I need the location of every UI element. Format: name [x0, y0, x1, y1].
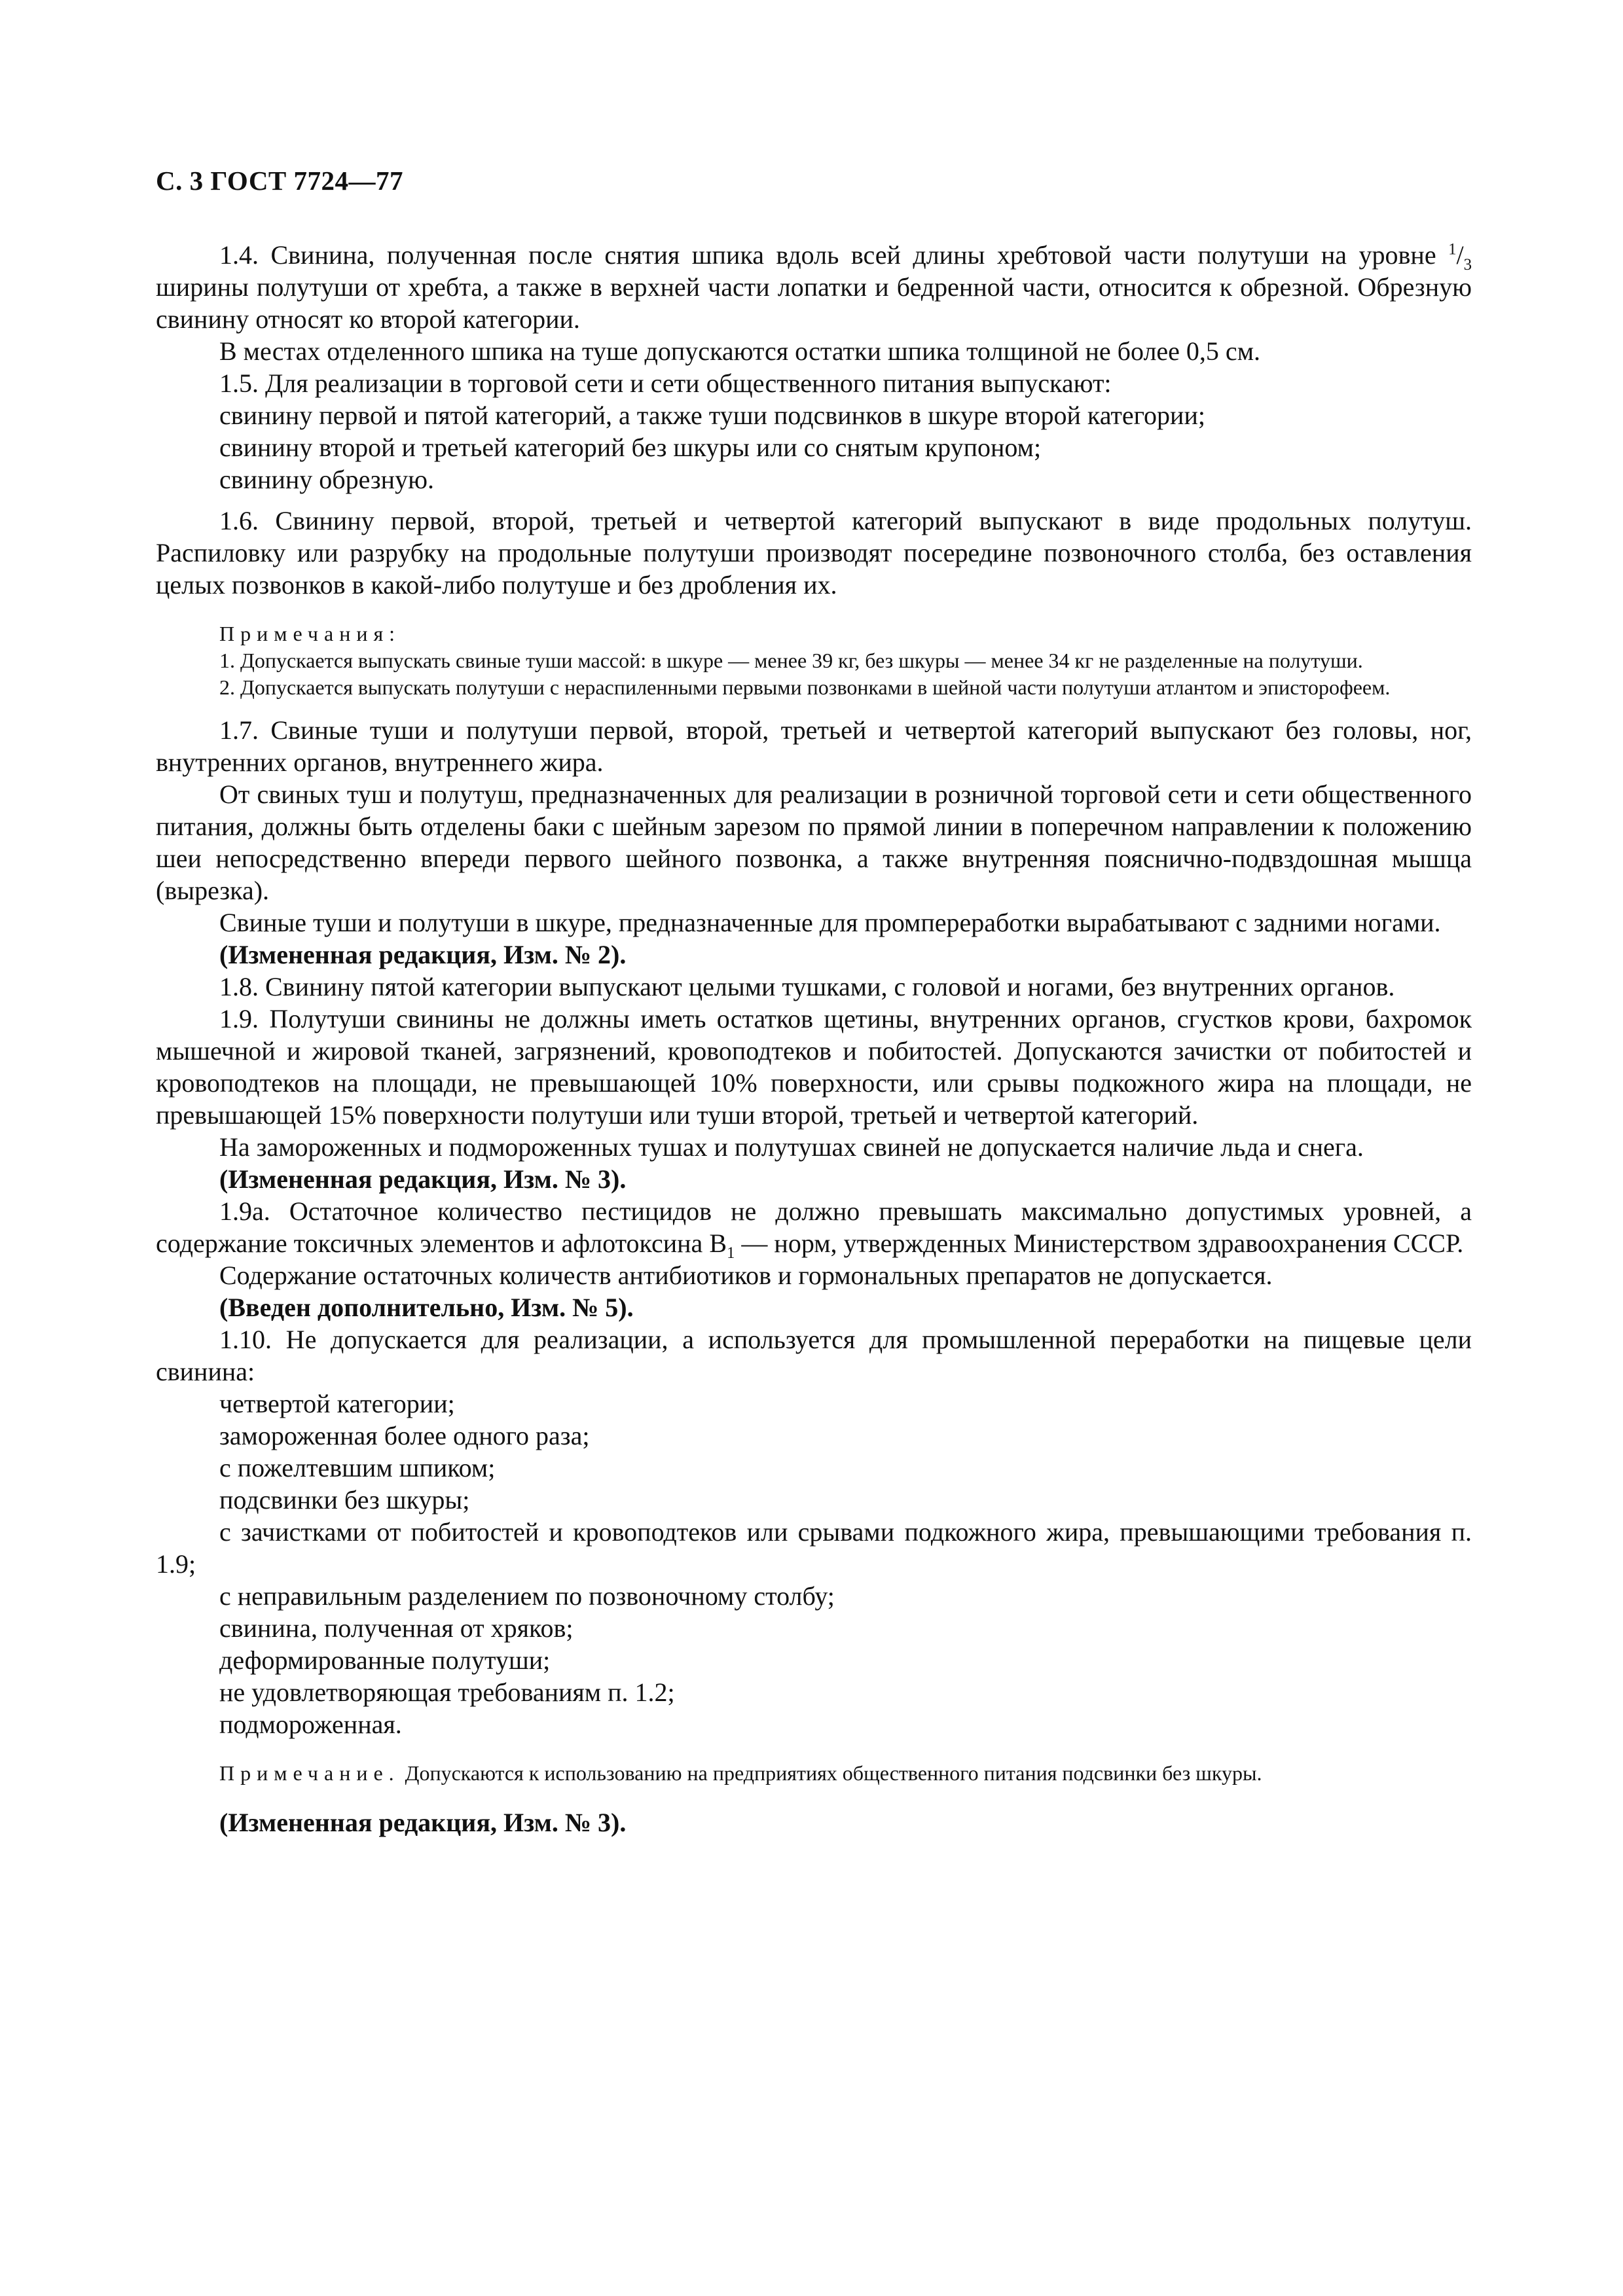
- paragraph-1-4-continued: В местах отделенного шпика на туше допускаются остатки шпика толщиной не более 0,5 см.: [219, 336, 1260, 366]
- amendment-note: (Измененная редакция, Изм. № 3).: [219, 1164, 627, 1194]
- notes-title-text: Примечания:: [219, 622, 401, 645]
- single-note: [156, 1760, 1472, 1787]
- list-item: четвертой категории;: [219, 1389, 455, 1418]
- note-1: 1. Допускается выпускать свиные туши массой: в шкуре — менее 39 кг, без шкуры — менее 34 кг не разделенные на полутуши.: [219, 649, 1363, 672]
- paragraph-1-7-continued-2: Свиные туши и полутуши в шкуре, предназначенные для промпереработки вырабатывают с задними ногами.: [219, 908, 1441, 937]
- single-note-text: Допускаются к использованию на предприятиях общественного питания подсвинки без шкуры.: [399, 1761, 1262, 1785]
- paragraph-1-9a-text-b: — норм, утвержденных Министерством здравоохранения СССР.: [735, 1229, 1464, 1258]
- paragraph-1-4: [156, 239, 1472, 335]
- list-item: свинину обрезную.: [219, 465, 434, 494]
- single-note-block: [156, 1760, 1472, 1787]
- paragraph-1-5: 1.5. Для реализации в торговой сети и сети общественного питания выпускают:: [219, 368, 1112, 398]
- paragraph-1-4-text-b: ширины полутуши от хребта, а также в верхней части лопатки и бедренной части, относится к обрезной. Обрезную свинину относят ко второй категории.: [156, 272, 1472, 334]
- single-note-title: Примечание.: [219, 1761, 400, 1785]
- list-item: с пожелтевшим шпиком;: [219, 1453, 496, 1482]
- paragraph-1-7-continued: От свиных туш и полутуш, предназначенных для реализации в розничной торговой сети и сети общественного питания, должны быть отделены баки с шейным зарезом по прямой линии в поперечном направлении к положению шеи непосредственно впереди первого шейного позвонка, а также внутренняя пояснично-подвздошная мышца (вырезка).: [156, 780, 1472, 905]
- paragraph-1-9-continued: На замороженных и подмороженных тушах и полутушах свиней не допускается наличие льда и снега.: [219, 1132, 1364, 1162]
- list-item: свинина, полученная от хряков;: [219, 1613, 574, 1643]
- amendment-note: (Измененная редакция, Изм. № 3).: [219, 1808, 627, 1837]
- document-body: [156, 239, 1472, 1839]
- notes-title: [156, 620, 1472, 647]
- fraction-denominator: 3: [1463, 256, 1472, 274]
- paragraph-1-9a-continued: Содержание остаточных количеств антибиотиков и гормональных препаратов не допускается.: [219, 1261, 1273, 1290]
- paragraph-1-10: 1.10. Не допускается для реализации, а используется для промышленной переработки на пищевые цели свинина:: [156, 1325, 1472, 1386]
- notes-block: [156, 620, 1472, 701]
- subscript: 1: [727, 1244, 735, 1262]
- paragraph-1-6: 1.6. Свинину первой, второй, третьей и четвертой категорий выпускают в виде продольных полутуш. Распиловку или разрубку на продольные полутуши производят посередине позвоночного столба, без оставления целых позвонков в какой-либо полутуше и без дробления их.: [156, 506, 1472, 600]
- list-item: свинину второй и третьей категорий без шкуры или со снятым крупоном;: [219, 433, 1042, 462]
- amendment-note: (Измененная редакция, Изм. № 2).: [219, 940, 627, 969]
- list-item: деформированные полутуши;: [219, 1645, 551, 1675]
- list-item-long: с зачистками от побитостей и кровоподтеков или срывами подкожного жира, превышающими требования п. 1.9;: [156, 1517, 1472, 1579]
- paragraph-1-8: 1.8. Свинину пятой категории выпускают целыми тушками, с головой и ногами, без внутренних органов.: [219, 972, 1395, 1001]
- list-item: замороженная более одного раза;: [219, 1421, 590, 1450]
- list-item: подсвинки без шкуры;: [219, 1485, 470, 1515]
- list-item: подмороженная.: [219, 1710, 402, 1739]
- list-item: свинину первой и пятой категорий, а также туши подсвинков в шкуре второй категории;: [219, 401, 1205, 430]
- note-2: 2. Допускается выпускать полутуши с нераспиленными первыми позвонками в шейной части полутуши атлантом и эписторофеем.: [219, 675, 1391, 699]
- paragraph-1-9a-text-a: 1.9а. Остаточное количество пестицидов не должно превышать максимально допустимых уровней, а содержание токсичных элементов и афлотоксина B: [156, 1196, 1472, 1258]
- paragraph-1-9a: [156, 1195, 1472, 1262]
- paragraph-1-7: 1.7. Свиные туши и полутуши первой, второй, третьей и четвертой категорий выпускают без головы, ног, внутренних органов, внутреннего жира.: [156, 715, 1472, 777]
- list-item: не удовлетворяющая требованиям п. 1.2;: [219, 1677, 675, 1707]
- paragraph-1-9: 1.9. Полутуши свинины не должны иметь остатков щетины, внутренних органов, сгустков крови, бахромок мышечной и жировой тканей, загрязнений, кровоподтеков и побитостей. Допускаются зачистки от побитостей и кровоподтеков на площади, не превышающей 10% поверхности, или срывы подкожного жира на площади, не превышающей 15% поверхности полутуши или туши второй, третьей и четвертой категорий.: [156, 1004, 1472, 1130]
- fraction-slash: /: [1456, 240, 1464, 270]
- paragraph-1-4-text-a: 1.4. Свинина, полученная после снятия шпика вдоль всей длины хребтовой части полутуши на уровне: [219, 240, 1449, 270]
- list-item: с неправильным разделением по позвоночному столбу;: [219, 1581, 835, 1611]
- fraction-numerator: 1: [1448, 240, 1457, 259]
- page-header: С. 3 ГОСТ 7724—77: [156, 166, 404, 196]
- amendment-note: (Введен дополнительно, Изм. № 5).: [219, 1293, 634, 1322]
